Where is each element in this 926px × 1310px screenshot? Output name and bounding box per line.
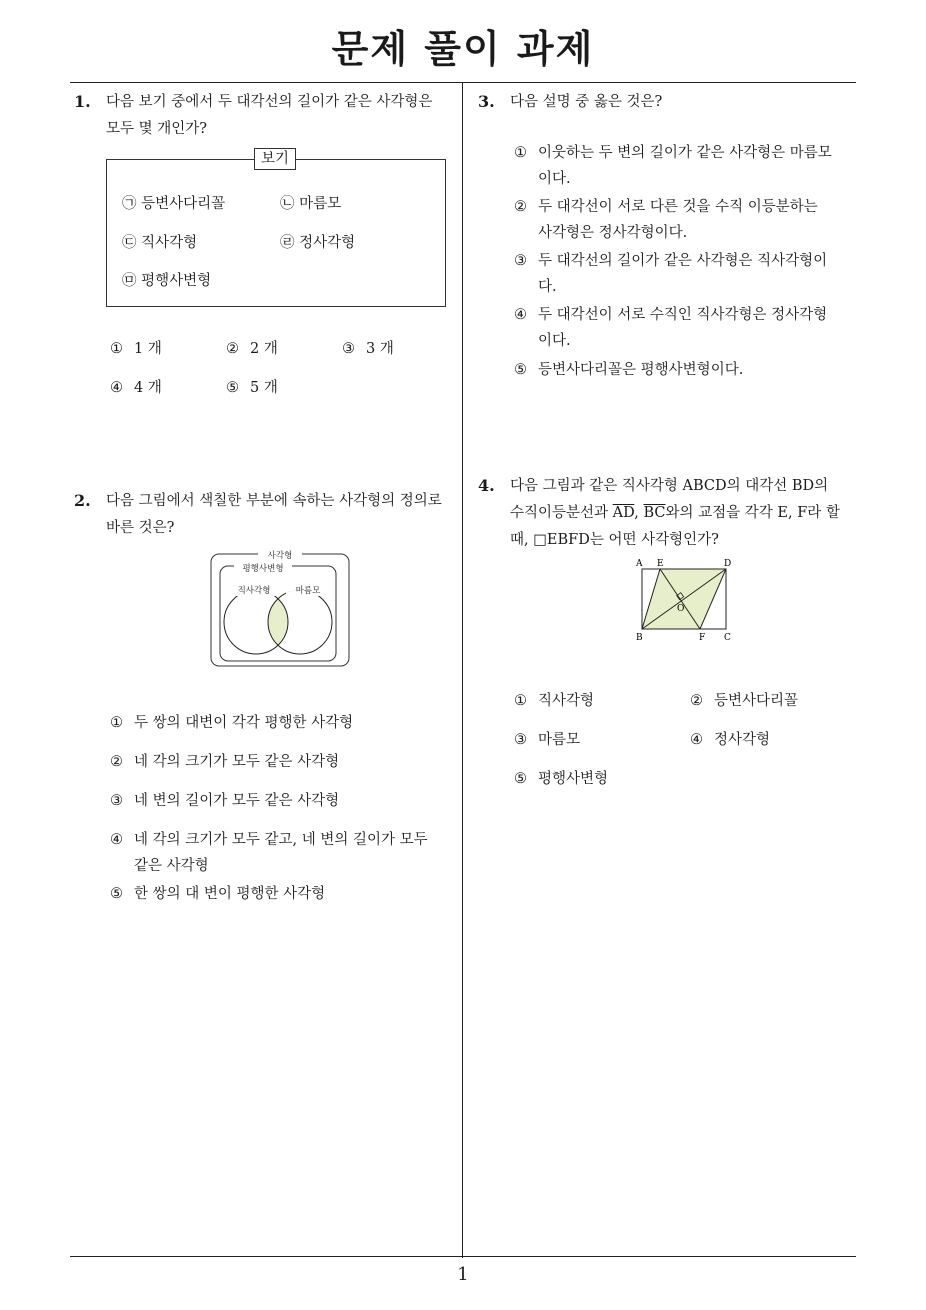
label-o: O — [677, 604, 685, 614]
question-text-line: 때, □EBFD는 어떤 사각형인가? — [510, 532, 719, 548]
answer-option[interactable]: ④ 네 각의 크기가 모두 같고, 네 변의 길이가 모두 같은 사각형 — [110, 832, 428, 874]
answer-option[interactable]: ① 이웃하는 두 변의 길이가 같은 사각형은 마름모 이다. — [514, 145, 832, 187]
question-number: 1. — [74, 92, 91, 111]
answer-option[interactable]: ① 직사각형 — [514, 693, 595, 709]
question-number: 4. — [478, 476, 495, 495]
bogi-item: ㉡ 마름모 — [280, 196, 342, 212]
question-text-line: 다음 설명 중 옳은 것은? — [510, 94, 663, 110]
segment-bc: $\overline{BC}$ — [643, 505, 666, 521]
question-text-line: 다음 그림에서 색칠한 부분에 속하는 사각형의 정의로 — [106, 493, 442, 509]
answer-option[interactable]: ③ 마름모 — [514, 732, 581, 748]
rectangle-figure — [630, 556, 740, 646]
header-rule — [70, 82, 856, 83]
question-text-line: 다음 보기 중에서 두 대각선의 길이가 같은 사각형은 — [106, 94, 433, 110]
answer-option[interactable]: ② 2 개 — [226, 341, 278, 357]
answer-option[interactable]: ⑤ 5 개 — [226, 380, 278, 396]
question-number: 2. — [74, 491, 91, 510]
label-a: A — [636, 559, 643, 569]
venn-label-right: 마름모 — [295, 586, 321, 596]
page-number: 1 — [457, 1264, 469, 1285]
answer-option[interactable]: ① 1 개 — [110, 341, 162, 357]
answer-option[interactable]: ② 네 각의 크기가 모두 같은 사각형 — [110, 754, 340, 770]
venn-label-outer: 사각형 — [267, 551, 293, 561]
answer-option[interactable]: ⑤ 한 쌍의 대 변이 평행한 사각형 — [110, 886, 326, 902]
bogi-item: ㉢ 직사각형 — [122, 235, 198, 251]
footer-rule — [70, 1256, 856, 1257]
question-text-line: 모두 몇 개인가? — [106, 121, 208, 137]
label-c: C — [724, 633, 731, 643]
answer-option[interactable]: ⑤ 등변사다리꼴은 평행사변형이다. — [514, 362, 744, 378]
answer-option[interactable]: ① 두 쌍의 대변이 각각 평행한 사각형 — [110, 715, 354, 731]
venn-label-middle: 평행사변형 — [242, 564, 284, 574]
segment-ad: $\overline{AD}$ — [612, 505, 635, 521]
answer-option[interactable]: ③ 네 변의 길이가 모두 같은 사각형 — [110, 793, 340, 809]
venn-label-left: 직사각형 — [237, 586, 271, 596]
answer-option[interactable]: ④ 두 대각선이 서로 수직인 직사각형은 정사각형 이다. — [514, 307, 828, 349]
answer-option[interactable]: ② 등변사다리꼴 — [690, 693, 799, 709]
bogi-item: ㉤ 평행사변형 — [122, 273, 212, 289]
label-f: F — [699, 633, 706, 643]
bogi-label: 보기 — [254, 148, 296, 170]
answer-option[interactable]: ⑤ 평행사변형 — [514, 771, 609, 787]
answer-option[interactable]: ④ 4 개 — [110, 380, 162, 396]
question-text-line: 다음 그림과 같은 직사각형 ABCD의 대각선 BD의 — [510, 478, 829, 494]
question-text-line: 바른 것은? — [106, 520, 175, 536]
question-text-line: 수직이등분선과 $\overline{AD}$, $\overline{BC}$와의 교점을 각각 E, F라 할 — [510, 505, 840, 521]
answer-option[interactable]: ② 두 대각선이 서로 다른 것을 수직 이등분하는 사각형은 정사각형이다. — [514, 199, 818, 241]
answer-option[interactable]: ③ 3 개 — [342, 341, 394, 357]
column-divider — [462, 82, 463, 1258]
answer-option[interactable]: ③ 두 대각선의 길이가 같은 사각형은 직사각형이 다. — [514, 253, 828, 295]
venn-diagram — [208, 550, 353, 670]
question-number: 3. — [478, 92, 495, 111]
bogi-item: ㉣ 정사각형 — [280, 235, 356, 251]
label-d: D — [724, 559, 732, 569]
label-b: B — [636, 633, 643, 643]
bogi-item: ㉠ 등변사다리꼴 — [122, 196, 226, 212]
page-title: 문제 풀이 과제 — [331, 27, 595, 71]
label-e: E — [657, 559, 664, 569]
answer-option[interactable]: ④ 정사각형 — [690, 732, 771, 748]
